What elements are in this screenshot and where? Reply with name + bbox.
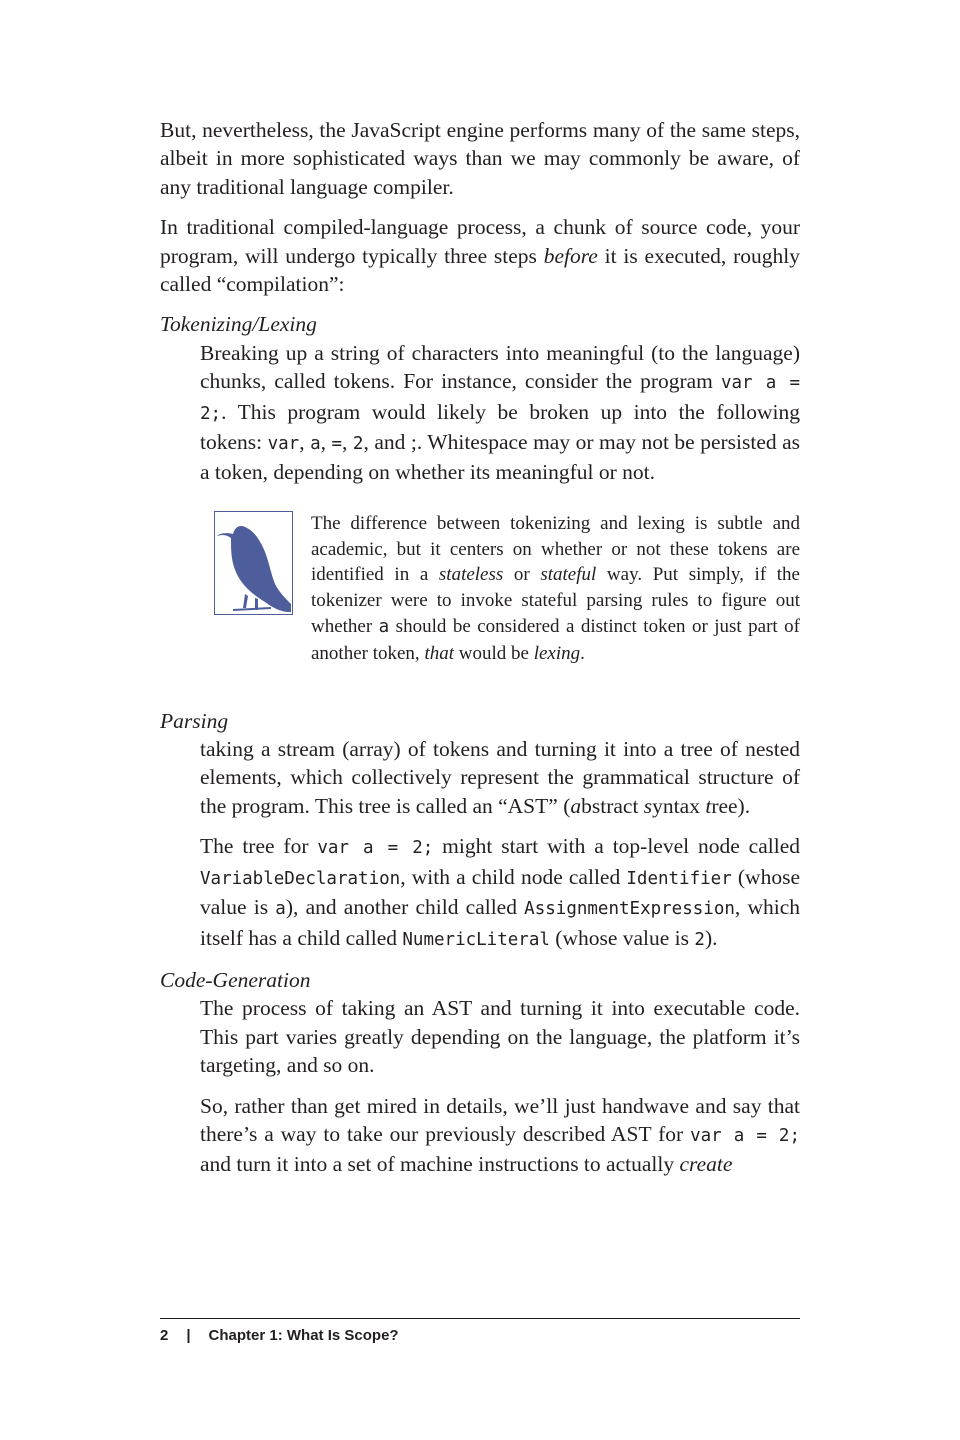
term-code-generation: Code-Generation	[160, 967, 311, 992]
definition-parsing	[200, 735, 800, 954]
note-text: The difference between tokenizing and lexing is subtle and academic, but it centers on whether or not these tokens are identified in a stateless or stateful way. Put simply, if the tokenizer were to invoke stateful parsing rules to figure out whether a should be considered a distinct token or just part of another token, that would be lexing.	[311, 512, 801, 664]
definition-tokenizing	[200, 339, 800, 487]
page-body	[160, 116, 800, 1191]
term-tokenizing: Tokenizing/Lexing	[160, 312, 317, 337]
chapter-title: Chapter 1: What Is Scope?	[208, 1327, 399, 1344]
tokenizing-paragraph: Breaking up a string of characters into meaningful (to the language) chunks, called tokens. For instance, consider the program var a = 2;. This program would likely be broken up into the following tokens: var, a, =, 2, and ;. Whitespace may or may not be persisted as a token, depending on whether its meaningful or not.	[200, 340, 801, 485]
definition-code-generation	[200, 994, 800, 1178]
codegen-paragraph-2: So, rather than get mired in details, we’ll just handwave and say that there’s a way to take our previously described AST for var a = 2; and turn it into a set of machine instructions to actually create	[200, 1093, 800, 1177]
footer-separator: |	[186, 1327, 191, 1344]
page-footer	[160, 1318, 800, 1344]
page-number: 2	[160, 1327, 169, 1344]
codegen-paragraph-1: The process of taking an AST and turning it into executable code. This part varies greatly depending on the language, the platform it’s targeting, and so on.	[200, 996, 800, 1078]
intro-paragraph-2: In traditional compiled-language process, a chunk of source code, your program, will undergo typically three steps before it is executed, roughly called “compilation”:	[160, 215, 800, 297]
term-parsing: Parsing	[160, 708, 229, 733]
note-box	[214, 511, 800, 667]
parsing-paragraph-2: The tree for var a = 2; might start with a top-level node called VariableDeclaration, with a child node called Identifier (whose value is a), and another child called AssignmentExpression, which itself has a child called NumericLiteral (whose value is 2).	[200, 834, 800, 950]
parsing-paragraph-1: taking a stream (array) of tokens and turning it into a tree of nested elements, which collectively represent the grammatical structure of the program. This tree is called an “AST” (abstract syntax tree).	[200, 737, 800, 818]
bird-icon	[214, 511, 293, 615]
intro-paragraph-1: But, nevertheless, the JavaScript engine performs many of the same steps, albeit in more sophisticated ways than we may commonly be aware, of any traditional language compiler.	[160, 118, 800, 199]
